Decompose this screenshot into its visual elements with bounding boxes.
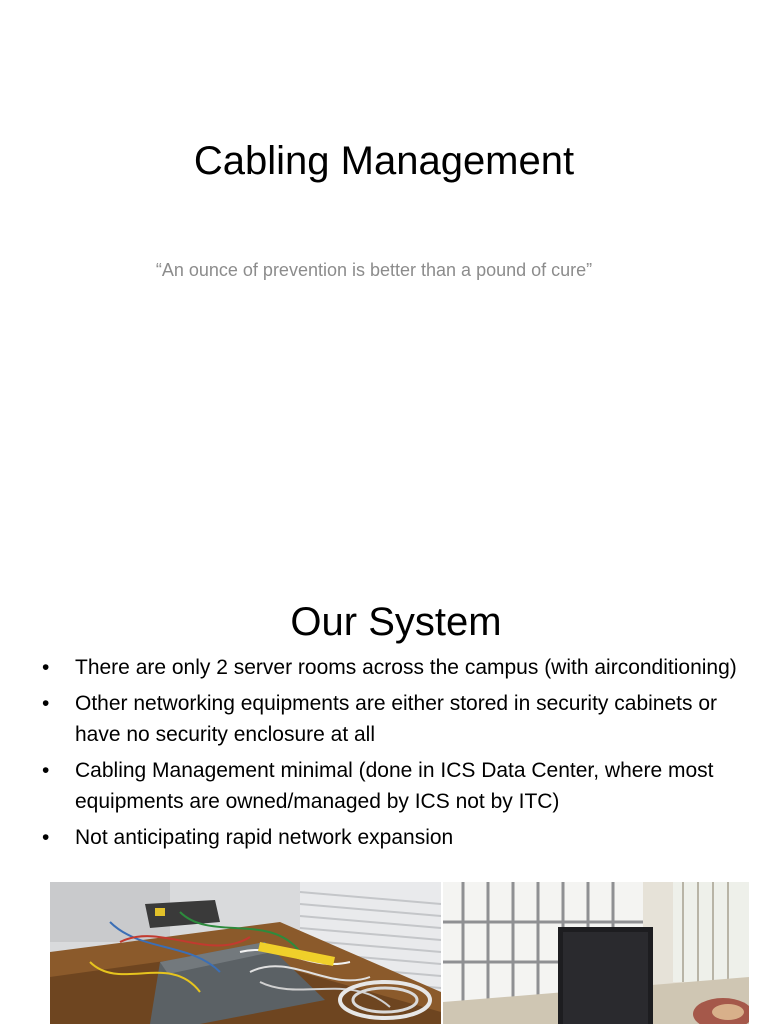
bullet-marker: • — [42, 692, 50, 715]
slide-quote: “An ounce of prevention is better than a pound of cure” — [155, 260, 593, 280]
bullet-list — [38, 652, 738, 858]
bullet-item — [38, 755, 738, 817]
photo-strip — [50, 882, 749, 1024]
section-title: Our System — [290, 600, 502, 644]
bullet-text: Not anticipating rapid network expansion — [75, 826, 454, 849]
equipment-cabling-photo — [50, 882, 441, 1024]
bullet-item — [38, 688, 738, 750]
bullet-marker: • — [42, 826, 50, 849]
slide-title: Cabling Management — [193, 139, 575, 183]
bullet-text: Cabling Management minimal (done in ICS Data Center, where most equipments are owned/managed by ICS not by ITC) — [75, 759, 714, 813]
bullet-text: Other networking equipments are either stored in security cabinets or have no security enclosure at all — [75, 692, 717, 746]
bullet-item — [38, 652, 738, 683]
bullet-marker: • — [42, 656, 50, 679]
bullet-marker: • — [42, 759, 50, 782]
bullet-item — [38, 822, 738, 853]
server-cabinet-photo — [443, 882, 749, 1024]
bullet-text: There are only 2 server rooms across the campus (with airconditioning) — [75, 656, 737, 679]
